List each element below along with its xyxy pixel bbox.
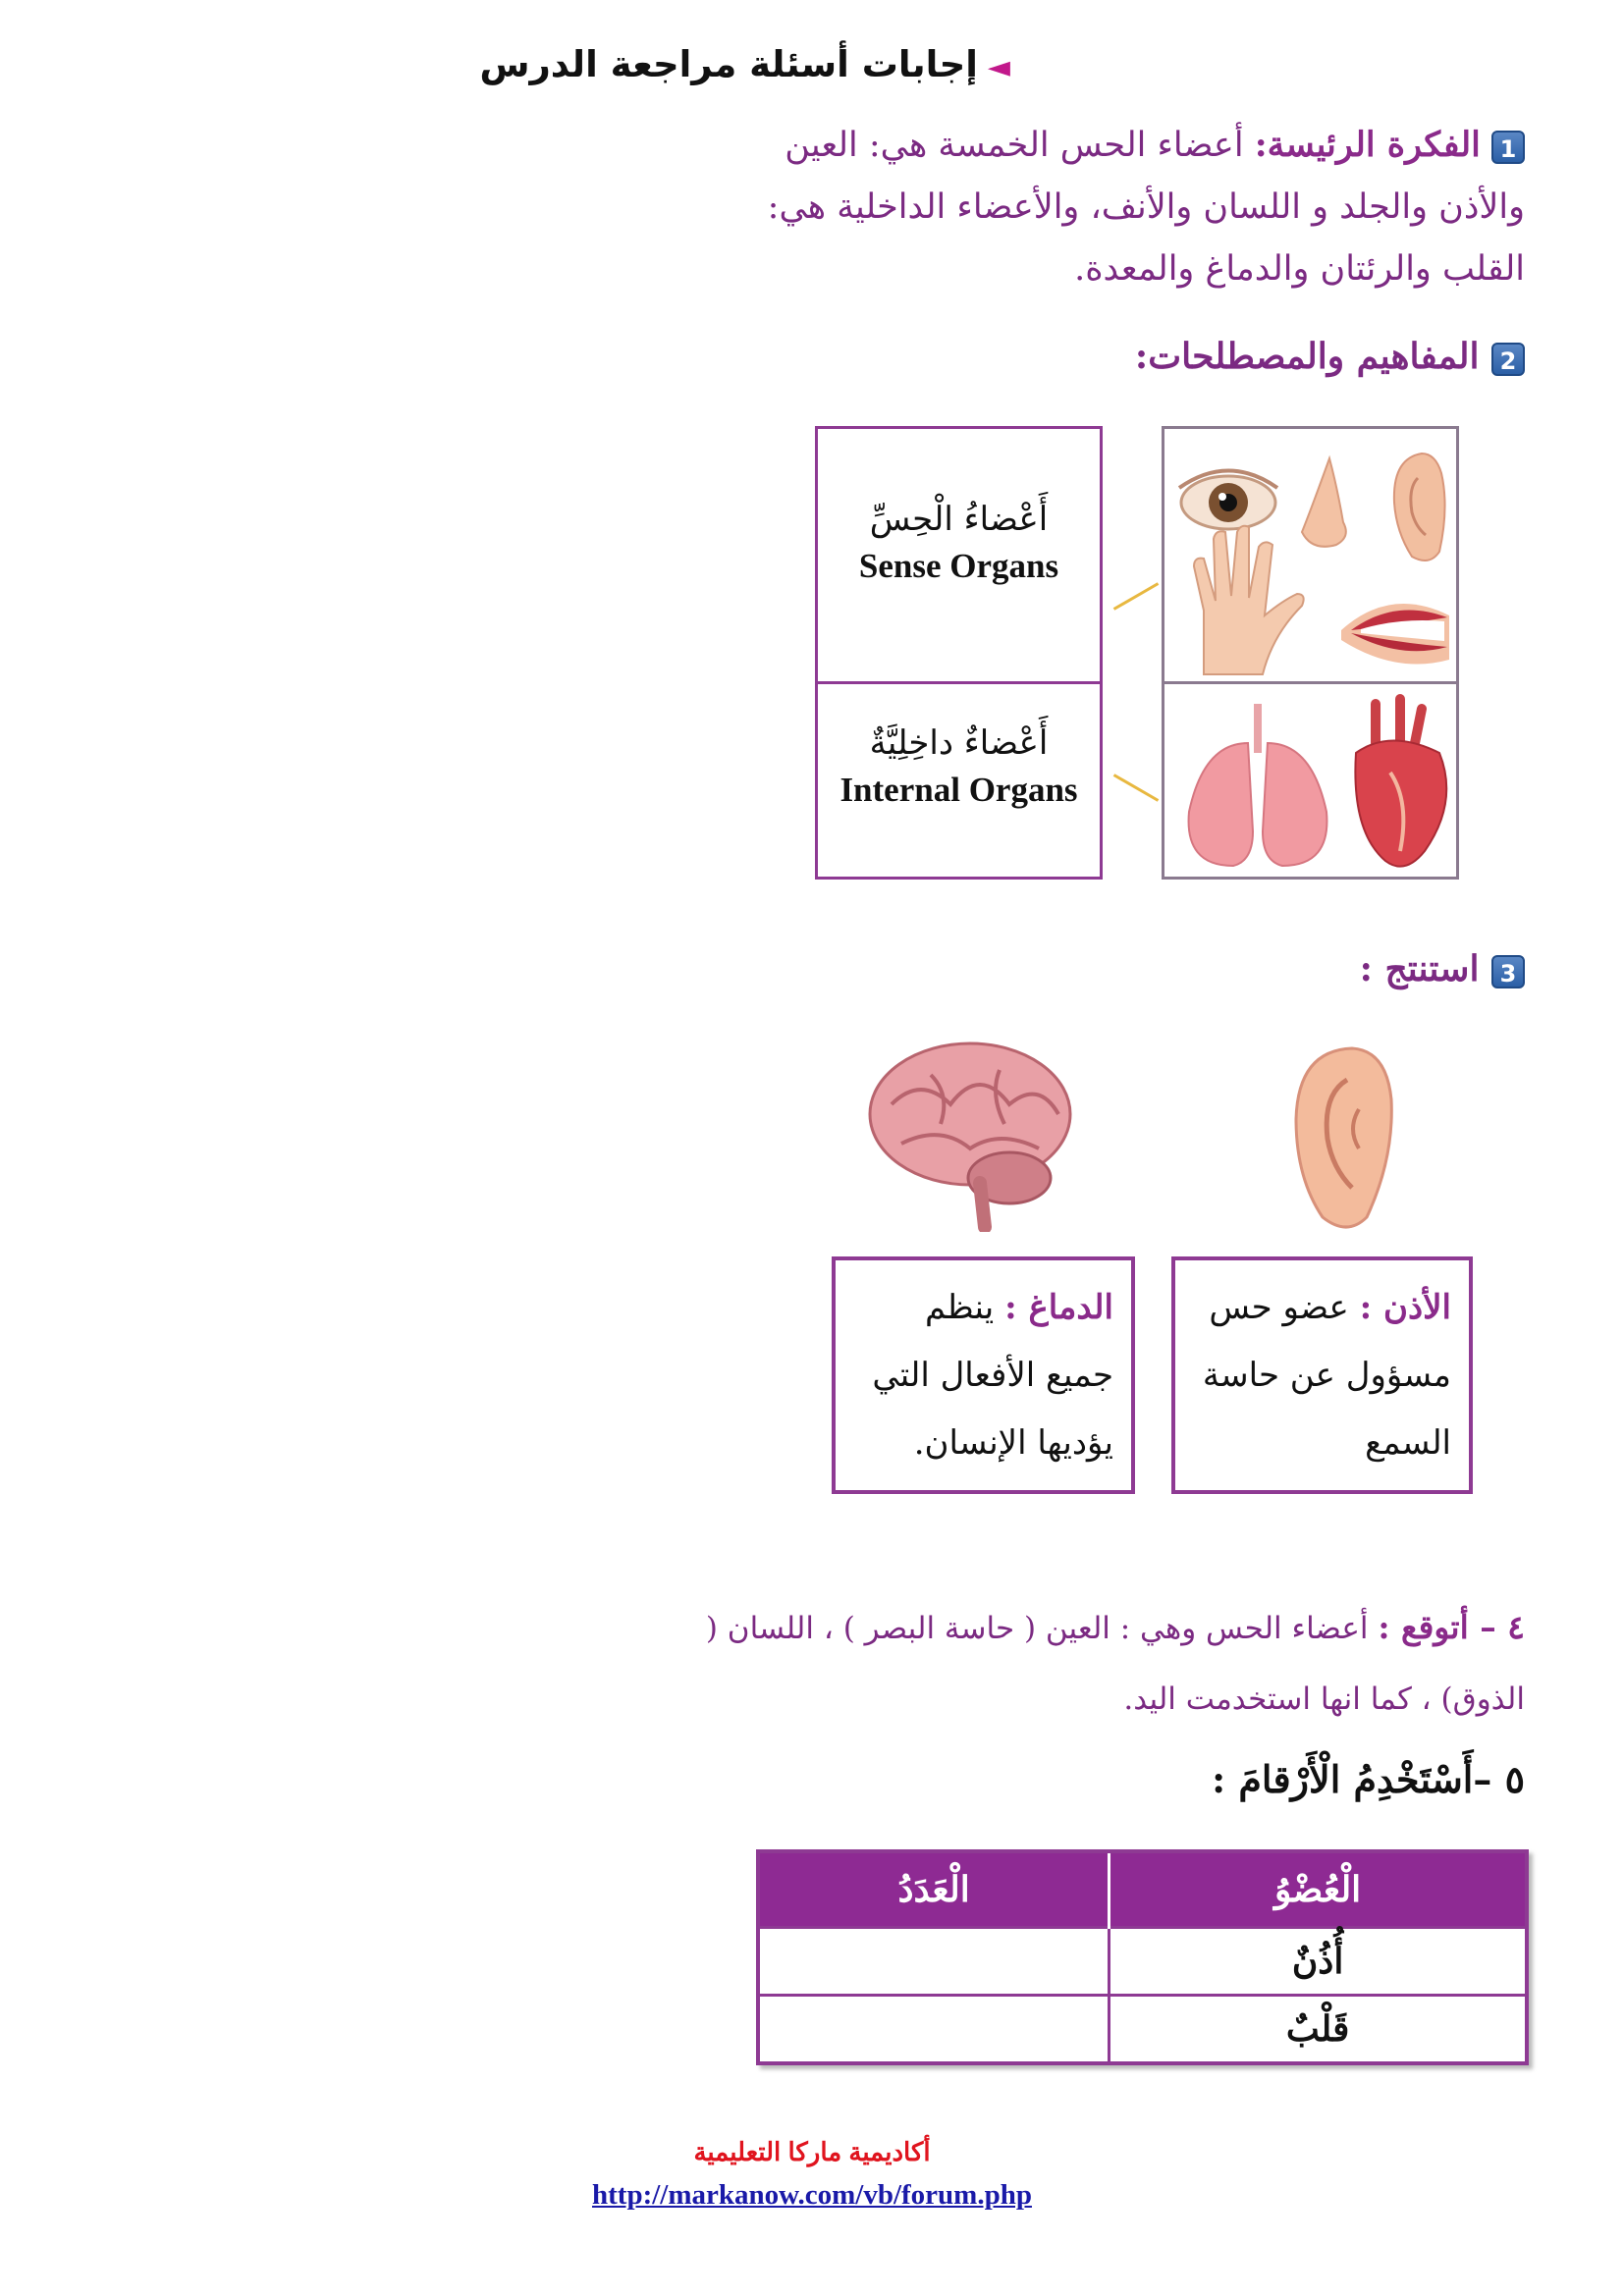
main-idea-paragraph [759, 114, 1525, 300]
main-idea-label: الفكرة الرئيسة: [1254, 125, 1481, 165]
number-badge-2: 2 [1491, 343, 1525, 376]
term-arabic: أَعْضاءُ الْحِسِّ [869, 500, 1049, 539]
ear-icon [1269, 1041, 1406, 1237]
internal-organs-illustration [1164, 684, 1456, 877]
ear-icon [1394, 454, 1445, 561]
heart-icon [1355, 699, 1446, 867]
triangle-arrow-icon: ◄ [987, 50, 1010, 84]
predict-text: أعضاء الحس وهي : العين ( حاسة البصر ) ، اللسان ( الذوق) ، كما انها استخدمت اليد. [705, 1611, 1525, 1717]
hand-icon [1194, 526, 1304, 674]
predict-label: ٤ – أتوقع : [1378, 1608, 1525, 1646]
fact-term: الدماغ : [1004, 1288, 1113, 1327]
footer-forum-link[interactable]: http://markanow.com/vb/forum.php [592, 2179, 1032, 2211]
column-header-count: الْعَدَدُ [758, 1851, 1110, 1928]
internal-organs-term-card [815, 681, 1103, 880]
page-title: ◄إجابات أسئلة مراجعة الدرس [479, 43, 1010, 85]
conclude-heading: 3 استنتج : [1360, 948, 1525, 989]
column-header-organ: الْعُضْوُ [1110, 1851, 1527, 1928]
sense-organs-term-card [815, 426, 1103, 684]
brain-icon [862, 1036, 1083, 1232]
sense-organs-illustration [1164, 429, 1456, 681]
table-cell-organ: قَلْبٌ [1110, 1996, 1527, 2064]
concepts-heading: 2 المفاهيم والمصطلحات: [1135, 336, 1525, 377]
table-header-row [758, 1851, 1527, 1928]
internal-organs-picture [1162, 681, 1459, 880]
table-cell-count [758, 1996, 1110, 2064]
brain-fact-box [832, 1256, 1135, 1494]
table-row [758, 1928, 1527, 1996]
main-idea-text: أعضاء الحس الخمسة هي: العين والأذن والجلد و اللسان والأنف، والأعضاء الداخلية هي: القلب والرئتان والدماغ والمعدة. [767, 126, 1525, 289]
connector-line [1113, 774, 1160, 802]
table-row [758, 1996, 1527, 2064]
table-cell-organ: أُذُنٌ [1110, 1928, 1527, 1996]
term-english: Internal Organs [839, 771, 1078, 809]
number-badge-3: 3 [1491, 955, 1525, 988]
mouth-icon [1341, 604, 1449, 665]
use-numbers-heading: ٥ –أَسْتَخْدِمُ الْأَرْقامَ : [1212, 1757, 1525, 1801]
ear-fact-box [1171, 1256, 1473, 1494]
eye-icon [1179, 471, 1277, 530]
predict-paragraph [661, 1592, 1525, 1735]
fact-text: عضو حس مسؤول عن حاسة السمع [1202, 1288, 1451, 1463]
footer-academy-name: أكاديمية ماركا التعليمية [693, 2137, 931, 2166]
number-badge-1: 1 [1491, 131, 1525, 164]
connector-line [1113, 582, 1160, 611]
term-arabic: أَعْضاءٌ داخِلِيَّةٌ [869, 723, 1049, 763]
sense-organs-picture [1162, 426, 1459, 684]
numbers-table [756, 1849, 1529, 2065]
term-english: Sense Organs [858, 547, 1059, 585]
fact-term: الأذن : [1359, 1288, 1451, 1327]
table-cell-count [758, 1928, 1110, 1996]
lungs-icon [1189, 704, 1327, 866]
fact-text: ينظم جميع الأفعال التي يؤديها الإنسان. [872, 1288, 1113, 1463]
nose-icon [1302, 458, 1346, 547]
